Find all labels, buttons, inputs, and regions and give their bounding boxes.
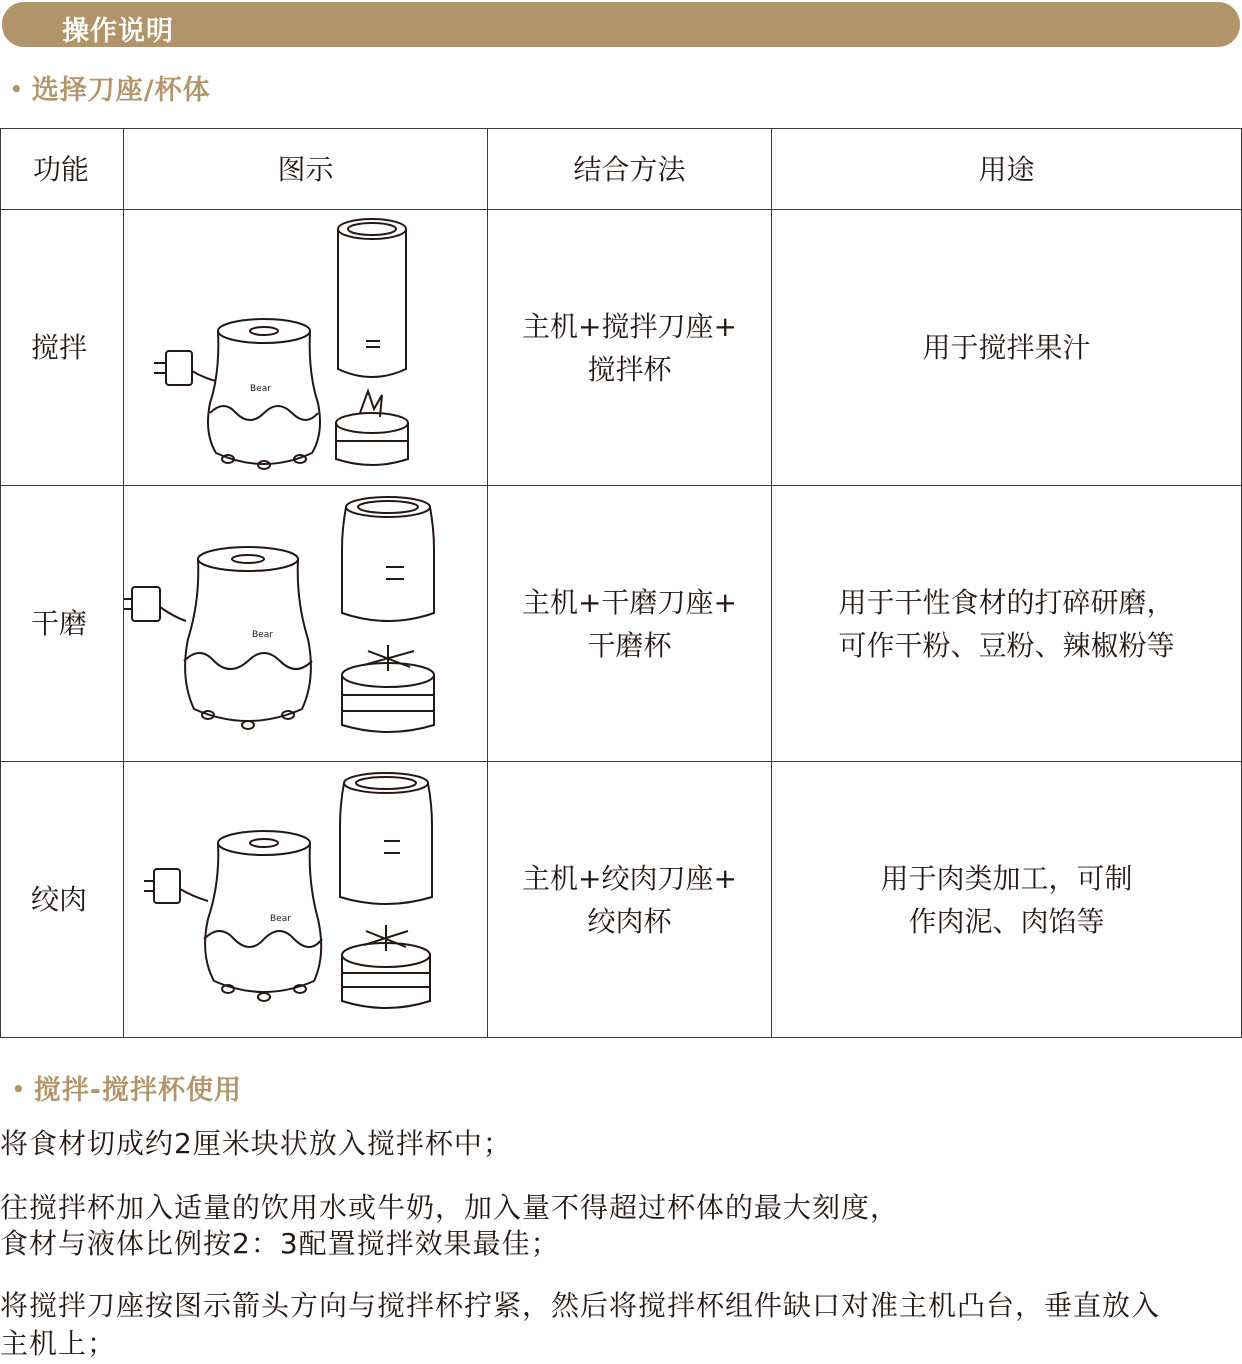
blender-cup-icon — [338, 219, 406, 377]
blade-seat-icon — [342, 645, 434, 732]
table-header-row — [1, 129, 1242, 210]
usage-cell — [772, 210, 1242, 486]
usage-line: 用于干性食材的打碎研磨， — [838, 585, 1175, 619]
column-header-illustration: 图示 — [124, 129, 488, 210]
column-header-usage: 用途 — [772, 129, 1242, 210]
motor-base-icon — [184, 547, 312, 729]
method-cell — [488, 762, 772, 1038]
spec-table — [0, 128, 1242, 1038]
motor-base-icon — [204, 831, 322, 1001]
motor-base-icon — [208, 319, 320, 469]
grinder-cup-icon — [342, 497, 434, 621]
method-cell — [488, 210, 772, 486]
function-cell: 干磨 — [1, 486, 124, 762]
bullet-icon: • — [12, 1077, 26, 1101]
usage-line: 用于肉类加工，可制 — [880, 861, 1133, 895]
illustration-cell — [124, 762, 488, 1038]
column-header-function: 功能 — [1, 129, 124, 210]
page-title: 操作说明 — [62, 16, 174, 47]
illustration-cell — [124, 486, 488, 762]
svg-text:Bear: Bear — [250, 383, 271, 394]
method-line: 绞肉杯 — [587, 904, 672, 938]
table-row — [1, 486, 1242, 762]
section-heading-select — [10, 68, 211, 107]
section-heading-blend-cup — [12, 1068, 242, 1107]
instruction-line: 主机上； — [0, 1327, 117, 1360]
blade-seat-icon — [342, 925, 430, 1008]
method-cell — [488, 486, 772, 762]
usage-cell — [772, 762, 1242, 1038]
table-row — [1, 762, 1242, 1038]
blender-cup-illustration — [124, 213, 488, 483]
method-line: 主机+干磨刀座+ — [522, 585, 737, 619]
function-cell: 绞肉 — [1, 762, 124, 1038]
power-plug-icon — [144, 869, 208, 903]
bullet-icon: • — [10, 77, 24, 101]
section-heading-text: 选择刀座/杯体 — [31, 75, 211, 106]
instruction-line: 将搅拌刀座按图示箭头方向与搅拌杯拧紧，然后将搅拌杯组件缺口对准主机凸台，垂直放入 — [0, 1289, 1161, 1322]
method-line: 搅拌杯 — [587, 352, 672, 386]
illustration-cell — [124, 210, 488, 486]
usage-line: 用于搅拌果汁 — [922, 331, 1091, 364]
header-bar — [2, 2, 1240, 47]
function-cell: 搅拌 — [1, 210, 124, 486]
usage-line: 可作干粉、豆粉、辣椒粉等 — [838, 628, 1175, 662]
mincer-cup-icon — [340, 773, 432, 904]
instruction-line: 食材与液体比例按2：3配置搅拌效果最佳； — [0, 1227, 560, 1260]
instruction-line: 往搅拌杯加入适量的饮用水或牛奶，加入量不得超过杯体的最大刻度， — [0, 1191, 900, 1224]
table-row — [1, 210, 1242, 486]
blade-seat-icon — [336, 391, 408, 465]
section-heading-text: 搅拌-搅拌杯使用 — [33, 1075, 243, 1106]
method-line: 主机+绞肉刀座+ — [522, 861, 737, 895]
power-plug-icon — [124, 587, 186, 621]
column-header-method: 结合方法 — [488, 129, 772, 210]
svg-text:Bear: Bear — [252, 629, 273, 640]
usage-line: 作肉泥、肉馅等 — [908, 904, 1105, 938]
power-plug-icon — [154, 351, 216, 385]
svg-text:Bear: Bear — [270, 913, 291, 924]
dry-grinder-illustration — [124, 489, 488, 759]
meat-mincer-illustration — [124, 765, 488, 1035]
instruction-line: 将食材切成约2厘米块状放入搅拌杯中； — [0, 1127, 512, 1160]
method-line: 主机+搅拌刀座+ — [522, 309, 737, 343]
usage-cell — [772, 486, 1242, 762]
method-line: 干磨杯 — [587, 628, 672, 662]
